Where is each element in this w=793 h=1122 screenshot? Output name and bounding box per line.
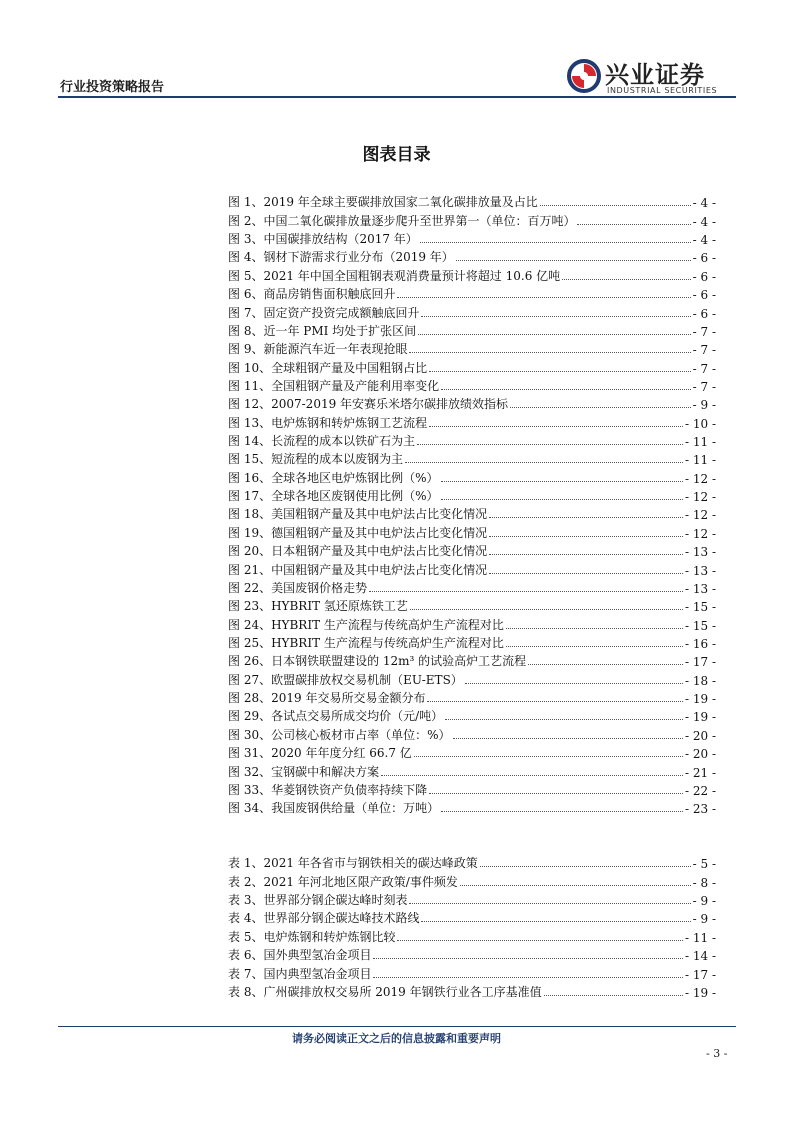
toc-dot-leader (489, 554, 683, 555)
figure-toc-entry[interactable] (228, 761, 716, 779)
toc-entry-label: 图 9、新能源汽车近一年表现抢眼 (228, 342, 408, 357)
toc-entry-page: - 6 - (692, 251, 716, 266)
toc-dot-leader (397, 297, 690, 298)
toc-dot-leader (456, 260, 691, 261)
toc-entry-page: - 9 - (692, 398, 716, 413)
toc-entry-page: - 8 - (692, 875, 716, 890)
toc-entry-label: 图 32、宝钢碳中和解决方案 (228, 764, 380, 779)
toc-dot-leader (506, 628, 683, 629)
figure-toc-entry[interactable] (228, 284, 716, 302)
toc-dot-leader (429, 426, 683, 427)
toc-entry-label: 表 4、世界部分钢企碳达峰技术路线 (228, 911, 420, 926)
toc-entry-label: 图 11、全国粗钢产量及产能利用率变化 (228, 378, 440, 393)
toc-dot-leader (465, 683, 683, 684)
toc-entry-label: 图 7、固定资产投资完成额触底回升 (228, 305, 420, 320)
toc-dot-leader (417, 444, 683, 445)
toc-dot-leader (405, 462, 683, 463)
toc-dot-leader (418, 334, 690, 335)
toc-entry-label: 图 23、HYBRIT 氢还原炼铁工艺 (228, 599, 408, 614)
table-toc-entry[interactable] (228, 945, 716, 963)
toc-entry-label: 图 14、长流程的成本以铁矿石为主 (228, 434, 416, 449)
toc-dot-leader (441, 811, 683, 812)
toc-entry-page: - 4 - (692, 214, 716, 229)
toc-entry-page: - 11 - (684, 453, 716, 468)
toc-entry-label: 图 6、商品房销售面积触底回升 (228, 287, 396, 302)
toc-entry-page: - 6 - (692, 269, 716, 284)
figure-toc-entry[interactable] (228, 467, 716, 485)
toc-dot-leader (409, 352, 690, 353)
company-logo (567, 55, 737, 97)
toc-dot-leader (429, 793, 683, 794)
figure-toc-entry[interactable] (228, 651, 716, 669)
toc-dot-leader (460, 885, 691, 886)
figure-toc-entry[interactable] (228, 522, 716, 540)
toc-entry-page: - 9 - (692, 912, 716, 927)
toc-entry-label: 图 20、日本粗钢产量及其中电炉法占比变化情况 (228, 544, 488, 559)
figure-toc-entry[interactable] (228, 265, 716, 283)
figure-toc-entry[interactable] (228, 541, 716, 559)
toc-dot-leader (373, 958, 683, 959)
toc-entry-page: - 11 - (684, 930, 716, 945)
figure-toc-entry[interactable] (228, 724, 716, 742)
toc-entry-page: - 15 - (684, 618, 716, 633)
toc-entry-page: - 5 - (692, 857, 716, 872)
toc-entry-page: - 19 - (684, 710, 716, 725)
table-toc-entry[interactable] (228, 908, 716, 926)
toc-entry-page: - 17 - (684, 967, 716, 982)
toc-entry-page: - 13 - (684, 563, 716, 578)
figure-toc-entry[interactable] (228, 431, 716, 449)
toc-entry-page: - 20 - (684, 728, 716, 743)
figure-toc-entry[interactable] (228, 357, 716, 375)
toc-dot-leader (429, 371, 691, 372)
figure-toc-entry[interactable] (228, 743, 716, 761)
toc-entry-label: 图 30、公司核心板材市占率（单位：%） (228, 727, 451, 742)
toc-entry-label: 图 1、2019 年全球主要碳排放国家二氧化碳排放量及占比 (228, 195, 538, 210)
figure-toc-entry[interactable] (228, 614, 716, 632)
figure-toc-entry[interactable] (228, 247, 716, 265)
table-toc-entry[interactable] (228, 890, 716, 908)
toc-dot-leader (453, 738, 683, 739)
table-list (228, 853, 716, 1000)
toc-dot-leader (420, 242, 691, 243)
toc-entry-label: 图 25、HYBRIT 生产流程与传统高炉生产流程对比 (228, 635, 504, 650)
toc-entry-label: 图 15、短流程的成本以废钢为主 (228, 452, 404, 467)
toc-entry-label: 图 27、欧盟碳排放权交易机制（EU-ETS） (228, 672, 463, 687)
toc-entry-label: 图 29、各试点交易所成交均价（元/吨） (228, 709, 444, 724)
table-toc-entry[interactable] (228, 963, 716, 981)
toc-entry-page: - 16 - (684, 636, 716, 651)
toc-entry-page: - 19 - (684, 985, 716, 1000)
toc-entry-page: - 13 - (684, 545, 716, 560)
toc-dot-leader (409, 903, 690, 904)
figure-toc-entry[interactable] (228, 394, 716, 412)
figure-toc-entry[interactable] (228, 449, 716, 467)
toc-entry-label: 图 3、中国碳排放结构（2017 年） (228, 232, 418, 247)
figure-toc-entry[interactable] (228, 798, 716, 816)
table-toc-entry[interactable] (228, 926, 716, 944)
toc-entry-page: - 13 - (684, 581, 716, 596)
toc-dot-leader (528, 664, 683, 665)
page-number: - 3 - (706, 1047, 728, 1060)
toc-entry-page: - 11 - (684, 435, 716, 450)
toc-dot-leader (489, 517, 683, 518)
toc-entry-label: 图 21、中国粗钢产量及其中电炉法占比变化情况 (228, 562, 488, 577)
toc-entry-page: - 12 - (684, 490, 716, 505)
figure-toc-entry[interactable] (228, 376, 716, 394)
figure-list (228, 192, 716, 816)
toc-entry-page: - 7 - (692, 343, 716, 358)
footer-disclaimer: 请务必阅读正文之后的信息披露和重要声明 (292, 1032, 501, 1045)
toc-entry-label: 图 19、德国粗钢产量及其中电炉法占比变化情况 (228, 525, 488, 540)
toc-entry-page: - 7 - (692, 324, 716, 339)
toc-dot-leader (480, 866, 691, 867)
toc-dot-leader (441, 389, 691, 390)
logo-emblem-icon (567, 59, 601, 93)
toc-dot-leader (562, 279, 690, 280)
figure-toc-entry[interactable] (228, 688, 716, 706)
header-divider (58, 96, 736, 98)
toc-entry-page: - 15 - (684, 600, 716, 615)
toc-entry-label: 表 2、2021 年河北地区限产政策/事件频发 (228, 874, 458, 889)
toc-entry-page: - 4 - (692, 196, 716, 211)
toc-dot-leader (445, 719, 683, 720)
figure-toc-entry[interactable] (228, 486, 716, 504)
toc-entry-page: - 10 - (684, 416, 716, 431)
toc-entry-page: - 21 - (684, 765, 716, 780)
table-toc-entry[interactable] (228, 871, 716, 889)
figure-toc-entry[interactable] (228, 210, 716, 228)
toc-entry-label: 图 18、美国粗钢产量及其中电炉法占比变化情况 (228, 507, 488, 522)
toc-entry-label: 表 8、广州碳排放权交易所 2019 年钢铁行业各工序基准值 (228, 984, 542, 999)
toc-entry-page: - 6 - (692, 306, 716, 321)
toc-entry-page: - 12 - (684, 526, 716, 541)
toc-entry-label: 图 17、全球各地区废钢使用比例（%） (228, 489, 439, 504)
figure-toc-entry[interactable] (228, 633, 716, 651)
figure-toc-entry[interactable] (228, 302, 716, 320)
toc-entry-page: - 9 - (692, 894, 716, 909)
table-toc-entry[interactable] (228, 982, 716, 1000)
toc-entry-label: 图 4、钢材下游需求行业分布（2019 年） (228, 250, 454, 265)
toc-dot-leader (577, 224, 690, 225)
toc-entry-label: 图 10、全球粗钢产量及中国粗钢占比 (228, 360, 428, 375)
toc-entry-page: - 12 - (684, 471, 716, 486)
toc-entry-label: 图 22、美国废钢价格走势 (228, 580, 368, 595)
figure-toc-entry[interactable] (228, 559, 716, 577)
figure-toc-entry[interactable] (228, 412, 716, 430)
toc-entry-page: - 20 - (684, 747, 716, 762)
figure-toc-entry[interactable] (228, 706, 716, 724)
toc-entry-label: 图 34、我国废钢供给量（单位：万吨） (228, 801, 440, 816)
report-type-label: 行业投资策略报告 (60, 80, 165, 95)
figure-toc-entry[interactable] (228, 321, 716, 339)
toc-entry-label: 图 31、2020 年年度分红 66.7 亿 (228, 746, 412, 761)
toc-entry-label: 图 8、近一年 PMI 均处于扩张区间 (228, 323, 417, 338)
toc-dot-leader (489, 573, 683, 574)
toc-entry-label: 表 3、世界部分钢企碳达峰时刻表 (228, 893, 408, 908)
table-toc-entry[interactable] (228, 853, 716, 871)
toc-entry-label: 表 7、国内典型氢冶金项目 (228, 966, 372, 981)
figure-toc-entry[interactable] (228, 578, 716, 596)
toc-entry-label: 表 5、电炉炼钢和转炉炼钢比较 (228, 929, 396, 944)
toc-entry-page: - 6 - (692, 288, 716, 303)
figure-toc-entry[interactable] (228, 596, 716, 614)
figure-toc-entry[interactable] (228, 339, 716, 357)
toc-dot-leader (397, 940, 683, 941)
toc-dot-leader (414, 756, 683, 757)
figure-toc-entry[interactable] (228, 669, 716, 687)
toc-dot-leader (421, 316, 690, 317)
toc-entry-label: 图 12、2007-2019 年安赛乐米塔尔碳排放绩效指标 (228, 397, 509, 412)
toc-dot-leader (381, 775, 683, 776)
toc-entry-page: - 4 - (692, 233, 716, 248)
page-title: 图表目录 (362, 145, 431, 165)
toc-entry-label: 图 13、电炉炼钢和转炉炼钢工艺流程 (228, 415, 428, 430)
figure-toc-entry[interactable] (228, 504, 716, 522)
toc-dot-leader (540, 205, 691, 206)
toc-entry-label: 图 16、全球各地区电炉炼钢比例（%） (228, 470, 439, 485)
toc-entry-page: - 23 - (684, 802, 716, 817)
toc-dot-leader (506, 646, 683, 647)
toc-entry-page: - 19 - (684, 692, 716, 707)
toc-entry-label: 图 26、日本钢铁联盟建设的 12m³ 的试验高炉工艺流程 (228, 654, 527, 669)
toc-dot-leader (373, 977, 683, 978)
figure-toc-entry[interactable] (228, 229, 716, 247)
toc-entry-label: 图 5、2021 年中国全国粗钢表观消费量预计将超过 10.6 亿吨 (228, 268, 561, 283)
toc-dot-leader (441, 499, 683, 500)
toc-dot-leader (369, 591, 683, 592)
toc-entry-page: - 22 - (684, 783, 716, 798)
toc-dot-leader (441, 481, 683, 482)
toc-dot-leader (510, 407, 691, 408)
toc-entry-label: 图 2、中国二氧化碳排放量逐步爬升至世界第一（单位：百万吨） (228, 213, 576, 228)
logo-chinese-name: 兴业证券 (605, 60, 705, 89)
toc-entry-page: - 7 - (692, 361, 716, 376)
toc-entry-page: - 12 - (684, 508, 716, 523)
toc-dot-leader (421, 921, 690, 922)
toc-entry-label: 图 24、HYBRIT 生产流程与传统高炉生产流程对比 (228, 617, 504, 632)
toc-entry-label: 图 33、华菱钢铁资产负债率持续下降 (228, 782, 428, 797)
footer-divider (58, 1026, 736, 1027)
toc-dot-leader (489, 536, 683, 537)
toc-dot-leader (544, 995, 683, 996)
toc-entry-page: - 18 - (684, 673, 716, 688)
logo-english-name: INDUSTRIAL SECURITIES (607, 86, 718, 95)
toc-dot-leader (410, 609, 683, 610)
toc-entry-label: 表 1、2021 年各省市与钢铁相关的碳达峰政策 (228, 856, 478, 871)
figure-toc-entry[interactable] (228, 192, 716, 210)
toc-dot-leader (427, 701, 683, 702)
toc-entry-page: - 17 - (684, 655, 716, 670)
toc-entry-page: - 7 - (692, 379, 716, 394)
toc-entry-page: - 14 - (684, 949, 716, 964)
toc-entry-label: 表 6、国外典型氢冶金项目 (228, 948, 372, 963)
toc-entry-label: 图 28、2019 年交易所交易金额分布 (228, 691, 426, 706)
figure-toc-entry[interactable] (228, 780, 716, 798)
